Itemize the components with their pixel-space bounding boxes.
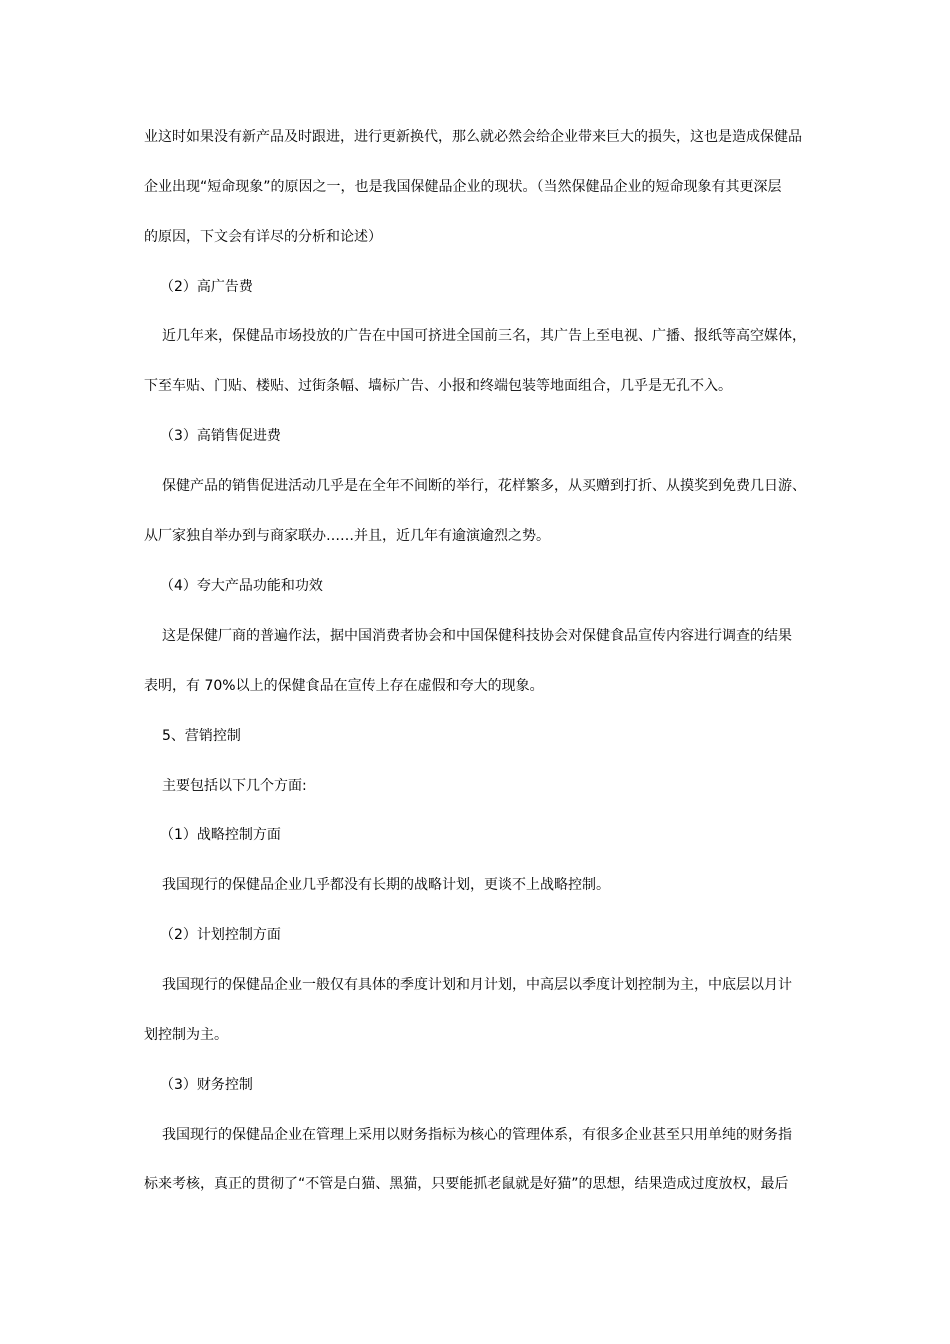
subheading: （3）财务控制 (160, 1077, 253, 1093)
subheading: （2）计划控制方面 (160, 927, 281, 943)
subheading: （4）夸大产品功能和功效 (160, 578, 323, 594)
paragraph-line: 主要包括以下几个方面: (162, 778, 307, 794)
paragraph-line: 从厂家独自举办到与商家联办……并且，近几年有逾演逾烈之势。 (144, 528, 550, 544)
paragraph-line: 企业出现“短命现象”的原因之一，也是我国保健品企业的现状。（当然保健品企业的短命现象有其更深层 (144, 179, 782, 195)
subheading: （3）高销售促进费 (160, 428, 281, 444)
subheading: （1）战略控制方面 (160, 827, 281, 843)
paragraph-line: 这是保健厂商的普遍作法，据中国消费者协会和中国保健科技协会对保健食品宣传内容进行调查的结果 (162, 628, 792, 644)
paragraph-line: 表明，有 70%以上的保健食品在宣传上存在虚假和夸大的现象。 (144, 678, 544, 694)
paragraph-line: 我国现行的保健品企业几乎都没有长期的战略计划，更谈不上战略控制。 (162, 877, 610, 893)
paragraph-line: 近几年来，保健品市场投放的广告在中国可挤进全国前三名，其广告上至电视、广播、报纸等高空媒体， (162, 328, 806, 344)
paragraph-line: 的原因，下文会有详尽的分析和论述） (144, 229, 382, 245)
paragraph-line: 划控制为主。 (144, 1027, 228, 1043)
subheading: （2）高广告费 (160, 279, 253, 295)
paragraph-line: 标来考核，真正的贯彻了“不管是白猫、黑猫，只要能抓老鼠就是好猫”的思想，结果造成过度放权，最后 (144, 1176, 789, 1192)
paragraph-line: 我国现行的保健品企业一般仅有具体的季度计划和月计划，中高层以季度计划控制为主，中底层以月计 (162, 977, 792, 993)
paragraph-line: 我国现行的保健品企业在管理上采用以财务指标为核心的管理体系，有很多企业甚至只用单纯的财务指 (162, 1127, 792, 1143)
paragraph-line: 下至车贴、门贴、楼贴、过街条幅、墙标广告、小报和终端包装等地面组合，几乎是无孔不入。 (144, 378, 732, 394)
section-heading: 5、营销控制 (162, 728, 241, 744)
paragraph-line: 业这时如果没有新产品及时跟进，进行更新换代，那么就必然会给企业带来巨大的损失，这也是造成保健品 (144, 129, 802, 145)
paragraph-line: 保健产品的销售促进活动几乎是在全年不间断的举行，花样繁多，从买赠到打折、从摸奖到免费几日游、 (162, 478, 806, 494)
